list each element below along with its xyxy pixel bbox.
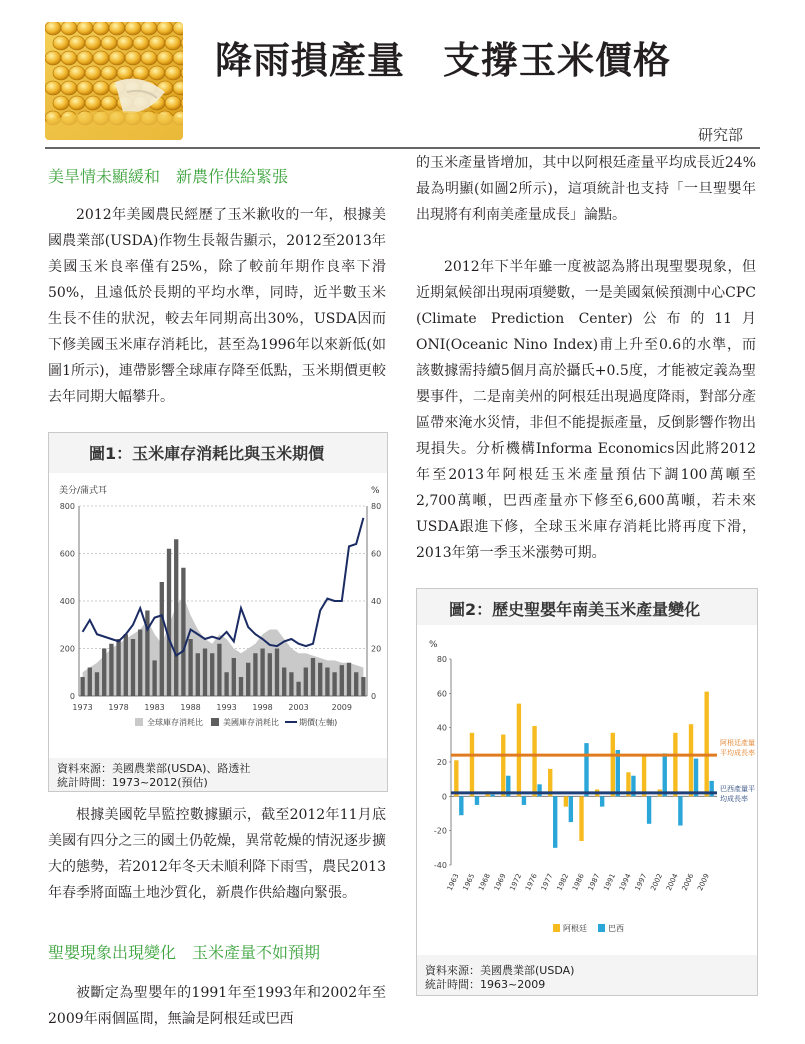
- corn-kernel: [133, 66, 149, 80]
- corn-kernel: [85, 66, 101, 80]
- corn-kernel: [165, 36, 181, 50]
- chart2-bar: [532, 726, 536, 796]
- chart1-y2tick: 20: [371, 644, 382, 654]
- chart2-xtick: 1968: [477, 872, 492, 893]
- chart1-us-bar: [174, 539, 178, 696]
- chart2-xtick: 1972: [508, 872, 524, 893]
- chart2-bar: [459, 796, 463, 815]
- chart2-bar: [584, 743, 588, 796]
- chart2-xtick: 1994: [617, 872, 633, 893]
- chart2-bar: [569, 796, 573, 822]
- corn-kernel: [45, 51, 61, 65]
- chart2-bar: [694, 759, 698, 797]
- chart2-reference-label: 均成長率: [720, 794, 748, 803]
- corn-kernel: [149, 36, 165, 50]
- chart1-us-bar: [239, 677, 243, 696]
- chart2-xtick: 1977: [539, 872, 555, 893]
- corn-kernel: [125, 22, 141, 35]
- chart1-us-bar: [354, 672, 358, 696]
- section1-paragraph1: [48, 202, 386, 410]
- corn-kernel: [53, 36, 69, 50]
- figure1-title: 圖1：玉米庫存消耗比與玉米期價: [89, 444, 325, 463]
- corn-kernel: [109, 22, 125, 35]
- chart2-bar: [537, 784, 541, 796]
- corn-kernel: [69, 96, 85, 110]
- chart1-ylabel: 美分/蒲式耳: [59, 486, 108, 496]
- chart1-legend-label: 全球庫存消耗比: [147, 718, 203, 727]
- chart1-xtick: 1998: [252, 703, 273, 712]
- corn-kernel: [61, 81, 77, 95]
- chart2-bar: [553, 796, 557, 848]
- chart1-us-bar: [131, 639, 135, 696]
- corn-kernel: [93, 22, 109, 35]
- chart1-us-bar: [282, 668, 286, 697]
- figure1-chart: [49, 473, 387, 758]
- corn-kernel: [77, 81, 93, 95]
- chart2-bar: [611, 733, 615, 797]
- chart2-bar: [600, 796, 604, 806]
- section2-paragraph1-start: [48, 980, 386, 1040]
- figure1-box: [48, 432, 388, 792]
- figure2-box: [416, 588, 758, 996]
- chart2-xtick: 1987: [586, 872, 602, 893]
- corn-hero-image: [45, 22, 183, 140]
- chart1-us-bar: [325, 668, 329, 697]
- chart2-xtick: 2004: [664, 872, 680, 893]
- chart2-bar: [642, 755, 646, 796]
- chart2-bar: [475, 796, 479, 805]
- chart1-legend-swatch: [135, 718, 143, 726]
- chart1-us-bar: [109, 644, 113, 696]
- chart1-us-bar: [224, 672, 228, 696]
- chart1-us-bar: [260, 649, 264, 697]
- chart2-ytick: 20: [436, 758, 447, 767]
- chart1-us-bar: [232, 658, 236, 696]
- chart2-legend-swatch: [553, 924, 560, 932]
- chart2-bar: [522, 796, 526, 805]
- chart1-us-bar: [152, 660, 156, 696]
- chart1-us-bar: [318, 663, 322, 696]
- chart2-xtick: 1965: [461, 872, 477, 893]
- chart1-us-bar: [88, 668, 92, 697]
- chart2-ytick: 40: [436, 723, 447, 733]
- chart2-bar: [616, 750, 620, 796]
- chart1-us-bar: [203, 649, 207, 697]
- section2-heading: 聖嬰現象出現變化 玉米產量不如預期: [48, 943, 321, 962]
- corn-kernel: [61, 51, 77, 65]
- corn-kernel: [77, 22, 93, 35]
- corn-kernel: [157, 51, 173, 65]
- chart2-reference-label: 阿根廷產量: [720, 739, 755, 748]
- corn-kernel: [61, 22, 77, 35]
- chart1-y2tick: 40: [371, 597, 382, 606]
- corn-kernel: [77, 51, 93, 65]
- chart1-us-bar: [275, 649, 279, 697]
- chart1-ytick: 400: [59, 597, 75, 606]
- chart1-us-bar: [246, 663, 250, 696]
- chart1-legend-label: 期價(左軸): [299, 718, 338, 727]
- chart1-us-bar: [210, 653, 214, 696]
- chart2-legend-label: 巴西: [608, 924, 624, 933]
- chart2-xtick: 1986: [571, 872, 586, 893]
- corn-kernel: [69, 36, 85, 50]
- chart2-bar: [470, 733, 474, 797]
- section1-para1-text: 2012年美國農民經歷了玉米歉收的一年，根據美國農業部(USDA)作物生長報告顯示，2012至2013年美國玉米良率僅有25%，除了較前年期作良率下滑50%，且遠低於長期的平均水準，同時，近半數玉米生長不佳的狀況，較去年同期高出30%，USDA因而下修美國玉米庫存消耗比，甚至為1996年以來新低(如圖1所示)，連帶影響全球庫存降至低點，玉米期價更較去年同期大幅攀升。: [48, 207, 386, 405]
- header-divider: [45, 147, 760, 149]
- chart1-us-bar: [138, 630, 142, 697]
- section1-heading: 美旱情未顯緩和 新農作供給緊張: [48, 167, 289, 186]
- chart2-ytick: -20: [433, 826, 447, 836]
- chart1-xtick: 2003: [288, 703, 309, 712]
- chart2-reference-label: 平均成長率: [720, 749, 755, 758]
- chart1-y2label: %: [371, 486, 380, 496]
- chart2-xtick: 1982: [555, 872, 571, 893]
- chart1-xtick: 1983: [144, 703, 165, 712]
- section2-para2-text: 2012年下半年雖一度被認為將出現聖嬰現象，但近期氣候卻出現兩項變數，一是美國氣候預測中心CPC (Climate Prediction Center)公布的11月ONI(Oceanic Nino Index)甫上升至0.6的水準，而該數據需持續5個月高於攝氏+0.5度，才能被定義為聖嬰事件，二是南美州的阿根廷出現過度降雨，對部分產區帶來淹水災情，非但不能提振產量，反倒影響作物出現損失。分析機構Informa Economics因此將2012年至2013年阿根廷玉米產量預估下調100萬噸至2,700萬噸，巴西產量亦下修至6,600萬噸，若未來USDA跟進下修，全球玉米庫存消耗比將再度下滑，2013年第一季玉米漲勢可期。: [416, 259, 756, 561]
- chart1-us-bar: [95, 672, 99, 696]
- chart2-xtick: 2006: [680, 872, 696, 893]
- author-label: 研究部: [697, 126, 743, 144]
- chart2-xtick: 1976: [524, 872, 539, 893]
- chart1-us-bar: [167, 549, 171, 696]
- chart1-xtick: 1993: [216, 703, 237, 712]
- figure2-title: 圖2：歷史聖嬰年南美玉米產量變化: [449, 600, 701, 619]
- chart1-us-bar: [217, 644, 221, 696]
- chart1-xtick: 1988: [180, 703, 201, 712]
- chart2-bar: [673, 733, 677, 797]
- chart2-ytick: 60: [436, 689, 447, 699]
- corn-kernel: [101, 36, 117, 50]
- chart2-ytick: -40: [433, 861, 447, 870]
- chart1-y2tick: 0: [371, 692, 377, 701]
- chart2-xtick: 2002: [649, 872, 665, 893]
- chart1-us-bar: [296, 682, 300, 696]
- chart1-ytick: 800: [59, 502, 75, 511]
- chart2-xtick: 1969: [492, 872, 508, 893]
- chart1-us-bar: [80, 677, 84, 696]
- chart1-ytick: 0: [69, 692, 75, 701]
- corn-kernel: [101, 66, 117, 80]
- chart2-bar: [678, 796, 682, 825]
- chart1-y2tick: 60: [371, 549, 382, 559]
- chart1-xtick: 1973: [72, 703, 93, 712]
- chart1-us-bar: [332, 672, 336, 696]
- chart1-legend-label: 美國庫存消耗比: [223, 718, 279, 727]
- chart1-xtick: 1978: [108, 703, 129, 712]
- corn-kernel: [101, 96, 117, 110]
- corn-kernel: [117, 66, 133, 80]
- chart2-bar: [647, 796, 651, 823]
- chart1-us-bar: [361, 677, 365, 696]
- corn-kernel: [109, 51, 125, 65]
- article-title: 降雨損產量 支撐玉米價格: [215, 39, 671, 82]
- corn-kernel: [69, 66, 85, 80]
- corn-kernel: [117, 36, 133, 50]
- chart2-reference-label: 巴西產量平: [720, 784, 755, 793]
- chart2-bar: [663, 753, 667, 796]
- section1-paragraph2: [48, 802, 386, 906]
- section2-paragraph2: [416, 254, 756, 566]
- chart1-ytick: 200: [59, 644, 75, 654]
- section2-paragraph1-cont: [416, 150, 756, 228]
- chart2-legend-label: 阿根廷: [563, 924, 587, 933]
- corn-kernel: [157, 22, 173, 35]
- corn-kernel: [85, 96, 101, 110]
- corn-kernel: [165, 96, 181, 110]
- figure2-source: 資料來源：美國農業部(USDA): [425, 964, 575, 977]
- figure1-period: 統計時間：1973~2012(預估): [57, 776, 208, 789]
- chart2-bar: [490, 795, 494, 797]
- chart1-us-bar: [188, 639, 192, 696]
- chart1-us-bar: [304, 668, 308, 697]
- chart1-us-bar: [289, 672, 293, 696]
- section2-para1-text-cont: 的玉米產量皆增加，其中以阿根廷產量平均成長近24%最為明顯(如圖2所示)，這項統計也支持「一旦聖嬰年出現將有利南美產量成長」論點。: [416, 155, 756, 223]
- chart2-xtick: 1963: [445, 872, 461, 893]
- corn-kernel: [93, 81, 109, 95]
- corn-kernel: [141, 51, 157, 65]
- chart2-bar: [501, 735, 505, 797]
- chart2-xtick: 1991: [602, 872, 618, 893]
- chart2-ytick: 0: [441, 792, 447, 802]
- corn-kernel: [133, 36, 149, 50]
- figure2-period: 統計時間：1963~2009: [425, 978, 546, 991]
- chart2-bar: [564, 796, 568, 806]
- chart1-us-bar: [196, 653, 200, 696]
- corn-kernel: [125, 51, 141, 65]
- chart2-ylabel: %: [429, 640, 438, 650]
- chart1-y2tick: 80: [371, 502, 382, 511]
- chart2-ytick: 80: [436, 655, 447, 664]
- figure1-source: 資料來源：美國農業部(USDA)、路透社: [57, 762, 251, 775]
- chart2-bar: [689, 724, 693, 796]
- chart1-legend-swatch: [211, 718, 219, 726]
- chart1-us-bar: [347, 663, 351, 696]
- chart2-bar: [579, 796, 583, 841]
- corn-kernel: [93, 51, 109, 65]
- chart1-ytick: 600: [59, 549, 75, 559]
- figure2-chart: [417, 625, 757, 955]
- corn-kernel: [165, 66, 181, 80]
- corn-kernel: [45, 22, 61, 35]
- chart2-xtick: 2009: [696, 872, 711, 893]
- corn-kernel: [149, 66, 165, 80]
- chart1-xtick: 2009: [331, 703, 352, 712]
- chart1-us-bar: [116, 639, 120, 696]
- chart1-us-bar: [253, 653, 257, 696]
- chart1-us-bar: [102, 649, 106, 697]
- chart2-bar: [517, 704, 521, 797]
- chart2-xtick: 1997: [633, 872, 649, 893]
- chart2-bar: [454, 760, 458, 796]
- corn-kernel: [141, 22, 157, 35]
- corn-kernel: [53, 96, 69, 110]
- section1-para2-text: 根據美國乾旱監控數據顯示，截至2012年11月底美國有四分之三的國土仍乾燥，異常乾燥的情況逐步擴大的態勢，若2012年冬天未順利降下雨雪，農民2013年春季將面臨土地沙質化，新農作供給趨向緊張。: [48, 807, 386, 901]
- chart1-us-bar: [181, 568, 185, 696]
- chart2-legend-swatch: [598, 924, 605, 932]
- section2-para1-text-start: 被斷定為聖嬰年的1991年至1993年和2002年至2009年兩個區間，無論是阿根廷或巴西: [48, 985, 386, 1027]
- chart1-us-bar: [160, 582, 164, 696]
- chart1-us-bar: [268, 653, 272, 696]
- corn-kernel: [53, 66, 69, 80]
- corn-kernel: [85, 36, 101, 50]
- chart2-bar: [704, 692, 708, 797]
- chart1-us-bar: [340, 665, 344, 696]
- corn-kernel: [45, 81, 61, 95]
- chart1-us-bar: [124, 634, 128, 696]
- corn-cob-icon: [45, 22, 183, 140]
- chart1-us-bar: [311, 658, 315, 696]
